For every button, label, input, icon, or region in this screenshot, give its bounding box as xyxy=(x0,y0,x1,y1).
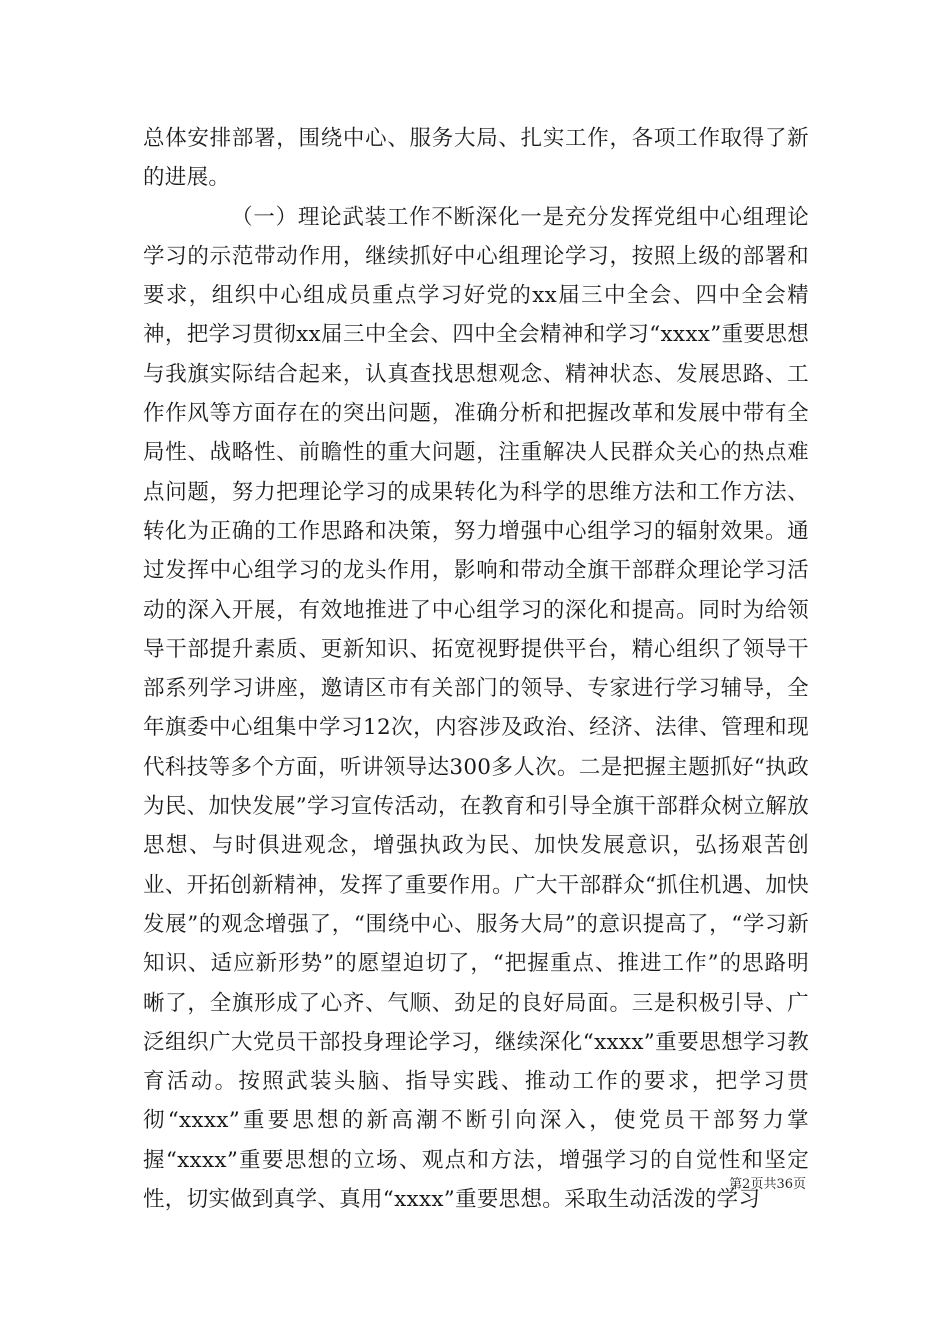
page-number: 第2页共36页 xyxy=(729,1177,806,1192)
section-heading: （一）理论武装工作不断深化 xyxy=(231,204,521,230)
section-body: 一是充分发挥党组中心组理论学习的示范带动作用，继续抓好中心组理论学习，按照上级的部署和要求，组织中心组成员重点学习好党的xx届三中全会、四中全会精神，把学习贯彻xx届三中全会、四中全会精神和学习“xxxx”重要思想与我旗实际结合起来，认真查找思想观念、精神状态、发展思路、工作作风等方面存在的突出问题，准确分析和把握改革和发展中带有全局性、战略性、前瞻性的重大问题，注重解决人民群众关心的热点难点问题，努力把理论学习的成果转化为科学的思维方法和工作方法、转化为正确的工作思路和决策，努力增强中心组学习的辐射效果。通过发挥中心组学习的龙头作用，影响和带动全旗干部群众理论学习活动的深入开展，有效地推进了中心组学习的深化和提高。同时为给领导干部提升素质、更新知识、拓宽视野提供平台，精心组织了领导干部系列学习讲座，邀请区市有关部门的领导、专家进行学习辅导，全年旗委中心组集中学习12次，内容涉及政治、经济、法律、管理和现代科技等多个方面，听讲领导达300多人次。二是把握主题抓好“执政为民、加快发展”学习宣传活动，在教育和引导全旗干部群众树立解放思想、与时俱进观念，增强执政为民、加快发展意识，弘扬艰苦创业、开拓创新精神，发挥了重要作用。广大干部群众“抓住机遇、加快发展”的观念增强了，“围绕中心、服务大局”的意识提高了，“学习新知识、适应新形势”的愿望迫切了，“把握重点、推进工作”的思路明晰了，全旗形成了心齐、气顺、劲足的良好局面。三是积极引导、广泛组织广大党员干部投身理论学习，继续深化“xxxx”重要思想学习教育活动。按照武装头脑、指导实践、推动工作的要求，把学习贯彻“xxxx”重要思想的新高潮不断引向深入，使党员干部努力掌握“xxxx”重要思想的立场、观点和方法，增强学习的自觉性和坚定性，切实做到真学、真用“xxxx”重要思想。采取生动活泼的学习 xyxy=(143,204,810,1213)
document-body xyxy=(143,119,809,1219)
section-paragraph xyxy=(143,198,809,1220)
paragraph-continuation: 总体安排部署，围绕中心、服务大局、扎实工作，各项工作取得了新的进展。 xyxy=(143,126,809,191)
